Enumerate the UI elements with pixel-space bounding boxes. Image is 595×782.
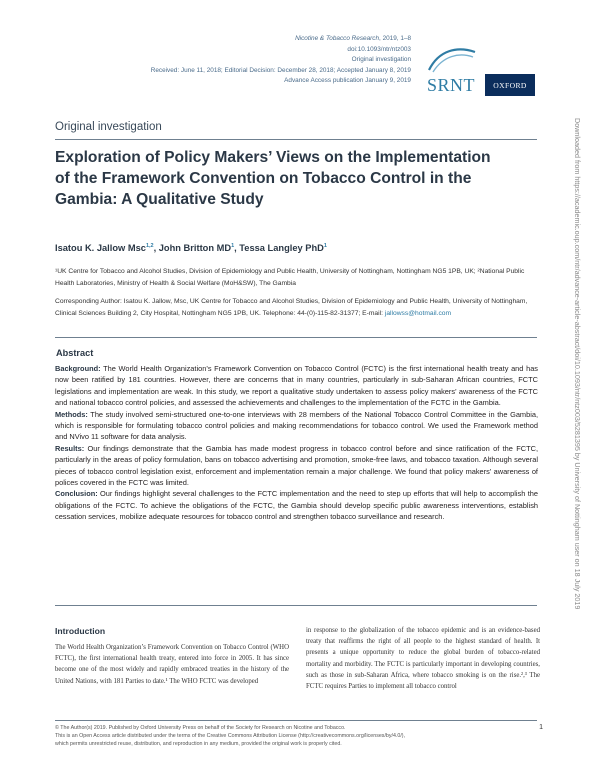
advance-access-date: Advance Access publication January 9, 2019 [284,77,411,85]
article-title: Exploration of Policy Makers’ Views on the Implementation of the Framework Convention on Tobacco Control in the Gambia: A Qualitative Study [55,149,491,208]
affiliations: ¹UK Centre for Tobacco and Alcohol Studies, Division of Epidemiology and Public Health, University of Nottingham, Nottingham NG5 1PB, UK; ²National Public Health Laboratories, Ministry of Health & Social Welfare (MoH&SW), The Gambia [55,268,525,288]
abstract-top-divider [55,337,537,338]
reuse-line: which permits unrestricted reuse, distribution, and reproduction in any medium, provided the original work is properly cited. [55,741,342,748]
license-line[interactable]: This is an Open Access article distributed under the terms of the Creative Commons Attribution License (http://creativecommons.org/licenses/by/4.0/), [55,733,406,740]
author-3[interactable] [239,243,327,253]
article-header-meta [91,34,411,87]
abstract-conclusion [55,488,538,522]
author-affiliation-ref: 1,2 [145,243,154,249]
section-label: Original investigation [55,121,162,133]
background-label: Background: [55,364,101,373]
abstract-methods [55,409,538,443]
corresponding-author-text: Corresponding Author: Isatou K. Jallow, Msc, UK Centre for Tobacco and Alcohol Studies, Division of Epidemiology and Public Health, University of Nottingham, Clinical Sciences Building 2, City Hospital, Nottingham NG5 1PB, UK. Telephone: 44-(0)-115-82-31377; E-mail: [55,298,528,318]
introduction-left-column: The World Health Organization’s Framework Convention on Tobacco Control (WHO FCTC), the first international health treaty, entered into force in 2005. It has since become one of the most widely and rapidly embraced treaties in the history of the United Nations, with 181 Parties to date.¹ The WHO FCTC was developed [55,644,289,685]
author-list [55,243,327,253]
journal-citation [91,34,411,45]
results-text: Our findings demonstrate that the Gambia has made modest progress in tobacco control before and since ratification of the FCTC, particularly in the areas of policy formulation, bans on tobacco advertising and promotion, smoke-free laws, and tobacco taxation. Although several pieces of tobacco control legislation exist, enforcement and implementation remain a major challenge. We found that policy makers’ awareness of polices covered in the FCTC was limited. [55,443,538,488]
copyright-line: © The Author(s) 2019. Published by Oxford University Press on behalf of the Society for Research on Nicotine and Tobacco. [55,725,346,731]
author-2[interactable] [159,243,234,253]
author-affiliation-ref: 1 [231,243,235,249]
footer-divider [55,720,537,721]
page-number: 1 [539,724,543,731]
methods-label: Methods: [55,409,88,419]
abstract-body [55,363,539,523]
conclusion-text: Our findings highlight several challenges to the FCTC implementation and the need to step up efforts that will help to accomplish the obligations of the FCTC. To achieve the obligations of the FCTC, the Gambia should develop specific public awareness interventions, establish cessation services, mobilize adequate resources for tobacco control and strengthen tobacco surveillance and research. [55,489,538,522]
email-link[interactable]: jallowss@hotmail.com [384,310,452,318]
journal-name[interactable]: Nicotine & Tobacco Research [295,35,380,42]
author-separator: , [153,243,159,254]
author-name: John Britton MD [158,243,232,254]
doi-link[interactable]: doi:10.1093/ntr/ntz003 [347,45,411,53]
download-watermark: Downloaded from https://academic.oup.com/ntr/advance-article-abstract/doi/10.1093/ntr/ntz003/5281395 by University of Nottingham user on 18 July 2019 [573,118,582,610]
license-footer [55,724,539,749]
abstract-section [55,341,539,600]
background-text: The World Health Organization’s Framework Convention on Tobacco Control (FCTC) is the first international health treaty and has now been ratified by 181 countries. However, there are concerns that in many countries, particularly in sub-Saharan African countries, FCTC legislations and implementation are weak. In this study, we report a qualitative study undertaken to assess policy makers’ awareness of the FCTC and national tobacco control policies, and assessed the achievements and challenges to the implementation of the FCTC in the Gambia. [55,364,538,408]
srnt-logo [423,44,479,96]
results-label: Results: [55,443,85,453]
abstract-heading: Abstract [56,348,94,358]
journal-volume: , 2019, 1–8 [379,35,411,42]
conclusion-label: Conclusion: [55,489,98,499]
author-affiliation-ref: 1 [323,243,327,249]
oxford-logo: OXFORD [485,74,535,96]
author-name: Isatou K. Jallow Msc [55,243,146,254]
srnt-swoosh-icon [423,44,479,74]
author-1[interactable] [55,243,154,253]
corresponding-author [55,296,539,321]
introduction-heading: Introduction [55,626,106,636]
abstract-results [55,443,538,489]
author-separator: , [234,243,240,254]
abstract-background [55,363,538,409]
srnt-logo-text: SRNT [426,75,475,95]
abstract-bottom-divider [55,605,537,606]
section-divider [55,139,537,140]
article-type: Original investigation [351,56,411,64]
methods-text: The study involved semi-structured one-to-one interviews with 28 members of the National Tobacco Control Committee in the Gambia, which is responsible for formulating tobacco control policies and making recommendations for tobacco control. We used the Framework method and NVivo 11 software for data analysis. [55,409,538,442]
publication-dates: Received: June 11, 2018; Editorial Decision: December 28, 2018; Accepted January 8, 2019 [150,66,411,74]
author-name: Tessa Langley PhD [239,243,324,254]
introduction-right-column: in response to the globalization of the tobacco epidemic and is an evidence-based treaty that reaffirms the right of all people to the highest standard of health. It presents a unique opportunity to reduce the global burden of tobacco-related mortality and morbidity. The FCTC is particularly important in developing countries, such as those in sub-Saharan Africa, where tobacco smoking is on the rise.²,³ The FCTC requires Parties to implement all tobacco control [306,627,540,691]
